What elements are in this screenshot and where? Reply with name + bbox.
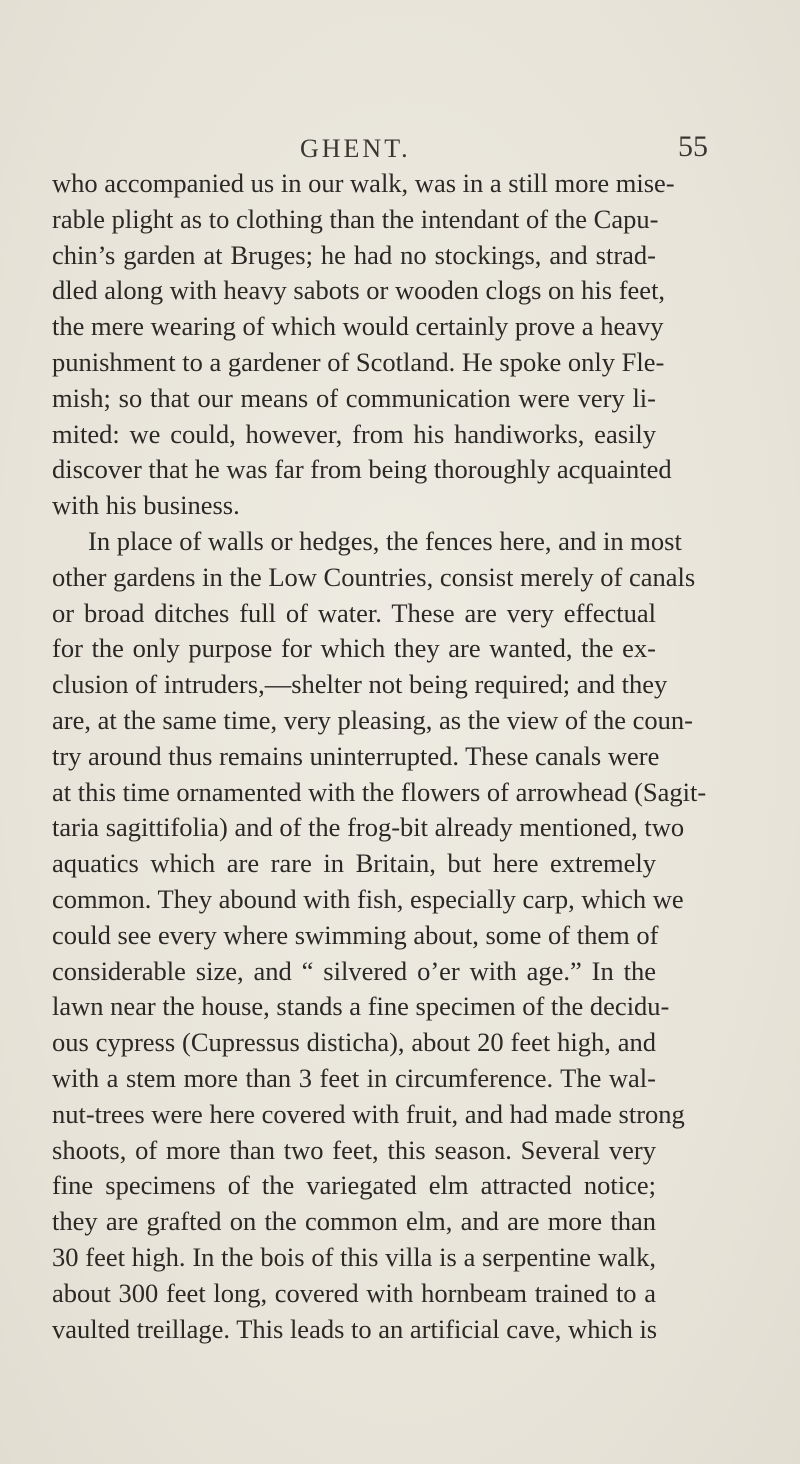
text-line: at this time ornamented with the flowers of arrowhead (Sagit- [52,776,707,807]
text-line: they are grafted on the common elm, and are more than [52,1206,656,1237]
text-line: considerable size, and “ silvered o’er with age.” In the [52,955,656,986]
text-line: the mere wearing of which would certainly prove a heavy [52,311,664,342]
text-line: aquatics which are rare in Britain, but here extremely [52,848,656,879]
text-line: with his business. [52,490,240,521]
paragraph-2 [52,524,707,1347]
text-line: could see every where swimming about, some of them of [52,919,659,950]
text-line: mited: we could, however, from his handiworks, easily [52,418,656,449]
text-line: discover that he was far from being thoroughly acquainted [52,454,672,485]
text-line: rable plight as to clothing than the intendant of the Capu- [52,203,659,234]
text-line: nut-trees were here covered with fruit, and had made strong [52,1098,685,1129]
body-text [52,166,707,1347]
page-header [0,128,800,168]
text-line: taria sagittifolia) and of the frog-bit already mentioned, two [52,812,685,843]
text-line: ous cypress (Cupressus disticha), about 20 feet high, and [52,1027,656,1058]
text-line: for the only purpose for which they are wanted, the ex- [52,633,656,664]
running-head: GHENT. [300,134,411,163]
page-number: 55 [678,130,708,163]
text-line: shoots, of more than two feet, this season. Several very [52,1134,656,1165]
text-line: about 300 feet long, covered with hornbeam trained to a [52,1277,656,1308]
text-line: In place of walls or hedges, the fences here, and in most [88,525,682,556]
text-line: or broad ditches full of water. These are very effectual [52,597,656,628]
text-line: vaulted treillage. This leads to an artificial cave, which is [52,1313,658,1344]
text-line: try around thus remains uninterrupted. These canals were [52,740,660,771]
paragraph-1 [52,166,675,524]
text-line: common. They abound with fish, especially carp, which we [52,883,684,914]
text-line: 30 feet high. In the bois of this villa is a serpentine walk, [52,1241,656,1272]
text-line: who accompanied us in our walk, was in a still more mise- [52,168,675,198]
text-line: are, at the same time, very pleasing, as the view of the coun- [52,704,693,735]
text-line: lawn near the house, stands a fine specimen of the decidu- [52,991,670,1022]
text-line: chin’s garden at Bruges; he had no stockings, and strad- [52,239,656,270]
text-line: dled along with heavy sabots or wooden clogs on his feet, [52,275,666,306]
text-line: mish; so that our means of communication were very li- [52,382,656,413]
text-line: clusion of intruders,—shelter not being required; and they [52,669,668,700]
text-line: punishment to a gardener of Scotland. He spoke only Fle- [52,346,665,377]
text-line: other gardens in the Low Countries, consist merely of canals [52,561,696,592]
text-line: fine specimens of the variegated elm attracted notice; [52,1170,656,1201]
text-line: with a stem more than 3 feet in circumference. The wal- [52,1062,656,1093]
